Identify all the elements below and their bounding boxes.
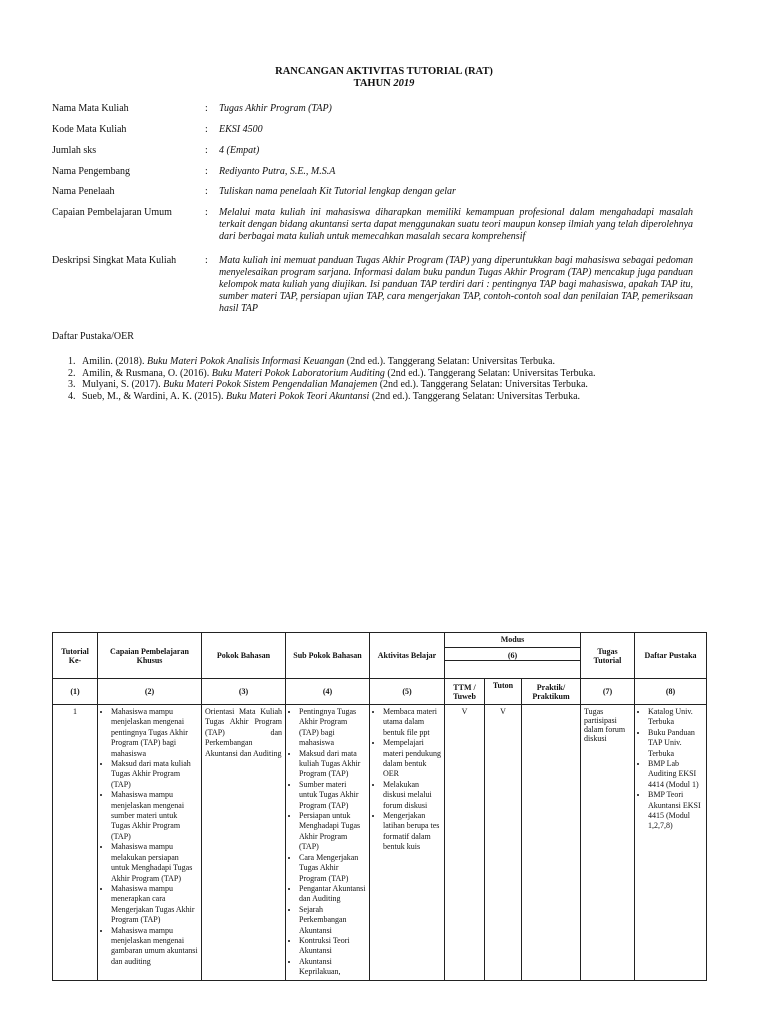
subpokok-item: • Sejarah Perkembangan Akuntansi [299,905,366,936]
aktivitas-item: • Melakukan diskusi melalui forum diskusi [383,780,441,811]
colon: : [205,103,208,114]
aktivitas-item: • Mempelajari materi pendukung dalam bentuk OER [383,738,441,780]
header-ttm-tuweb: TTM / Tuweb [445,679,485,705]
table-header-row [53,633,707,661]
subpokok-item: • Pengantar Akuntansi dan Auditing [299,884,366,905]
table-row [53,705,707,981]
cell-sub-pokok-bahasan [286,705,370,981]
header-aktivitas-belajar: Aktivitas Belajar [370,633,445,679]
document-year [0,78,768,89]
header-sub-pokok-bahasan: Sub Pokok Bahasan [286,633,370,679]
subpokok-item: • Maksud dari mata kuliah Tugas Akhir Program (TAP) [299,749,366,780]
subpokok-item: • Pentingnya Tugas Akhir Program (TAP) bagi mahasiswa [299,707,366,749]
header-capaian: Capaian Pembelajaran Khusus [98,633,202,679]
pokok-bahasan-text: Orientasi Mata Kuliah Tugas Akhir Program (TAP) dan Perkembangan Akuntansi dan Auditing [205,707,282,758]
course-name-label: Nama Mata Kuliah [52,103,129,114]
modus-label: Modus [500,635,525,644]
col-number: (4) [286,679,370,705]
cell-praktik [522,705,581,981]
subpokok-item: • Cara Mengerjakan Tugas Akhir Program (TAP) [299,853,366,884]
learning-outcome-label: Capaian Pembelajaran Umum [52,207,172,218]
course-description-value: Mata kuliah ini memuat panduan Tugas Akhir Program (TAP) yang diperuntukkan bagi mahasiswa sebagai pedoman menyelesaikan program sarjana. Informasi dalam buku pandun Tugas Akhir Program (TAP) mencakup juga panduan kelompok mata kuliah yang diujikan. Isi panduan TAP terdiri dari : pentingnya TAP bagi mahasiswa, apakah TAP itu, sumber materi TAP, persiapan ujian TAP, cara mengerjakan TAP, contoh-contoh soal dan penilaian TAP, pemeriksaan hasil TAP [219,255,693,314]
capaian-item: • Mahasiswa mampu menjelaskan mengenai sumber materi untuk Tugas Akhir Program (TAP) [111,790,198,842]
subpokok-item: • Akuntansi Keprilakuan, [299,957,366,978]
header-pokok-bahasan: Pokok Bahasan [202,633,286,679]
colon: : [205,207,208,218]
document-title: RANCANGAN AKTIVITAS TUTORIAL (RAT) [275,66,493,77]
pustaka-list [638,707,703,832]
pustaka-item: • BMP Lab Auditing EKSI 4414 (Modul 1) [648,759,703,790]
year-label: TAHUN [353,78,391,89]
cell-tuton: V [485,705,522,981]
col-number: (8) [635,679,707,705]
capaian-item: • Maksud dari mata kuliah Tugas Akhir Program (TAP) [111,759,198,790]
capaian-list [101,707,198,967]
subpokok-item: • Persiapan untuk Menghadapi Tugas Akhir Program (TAP) [299,811,366,853]
colon: : [205,166,208,177]
pustaka-item: • BMP Teori Akuntansi EKSI 4415 (Modul 1,2,7,8) [648,790,703,832]
modus-number: (6) [445,647,580,660]
course-code-value: EKSI 4500 [219,124,263,135]
reviewer-label: Nama Penelaah [52,186,115,197]
course-description-label: Deskripsi Singkat Mata Kuliah [52,255,177,266]
cell-tutorial: 1 [53,705,98,981]
learning-outcome-value: Melalui mata kuliah ini mahasiswa diharapkan memiliki kemampuan profesional dalam mengahadapi masalah terkait dengan bidang akuntansi serta dapat menggunakan suatu teori maupun konsep ilmiah yang telah diperolehnya dari berbagai mata kuliah untuk memecahkan masalah secara komprehensif [219,207,694,242]
tutorial-activity-table [52,632,707,981]
header-praktik: Praktik/ Praktikum [522,679,581,705]
subpokok-item: • Kontruksi Teori Akuntansi [299,936,366,957]
credits-value: 4 (Empat) [219,145,260,156]
course-name-value: Tugas Akhir Program (TAP) [219,103,332,114]
cell-capaian [98,705,202,981]
developer-label: Nama Pengembang [52,166,131,177]
developer-value: Rediyanto Putra, S.E., M.S.A [219,166,336,177]
capaian-item: • Mahasiswa mampu menerapkan cara Mengerjakan Tugas Akhir Program (TAP) [111,884,198,926]
references-heading: Daftar Pustaka/OER [52,331,134,342]
colon: : [205,124,208,135]
subpokok-list [289,707,366,978]
header-tuton: Tuton [485,679,522,705]
aktivitas-item: • Membaca materi utama dalam bentuk file ppt [383,707,441,738]
cell-pustaka [635,705,707,981]
reference-list [68,356,596,402]
colon: : [205,145,208,156]
reviewer-value: Tuliskan nama penelaah Kit Tutorial lengkap dengan gelar [219,186,456,197]
colon: : [205,255,208,266]
header-daftar-pustaka: Daftar Pustaka [635,633,707,679]
col-number: (3) [202,679,286,705]
cell-pokok-bahasan [202,705,286,981]
cell-ttm: V [445,705,485,981]
aktivitas-item: • Mengerjakan latihan berupa tes formatif dalam bentuk kuis [383,811,441,853]
aktivitas-list [373,707,441,853]
pustaka-item: • Buku Panduan TAP Univ. Terbuka [648,728,703,759]
capaian-item: • Mahasiswa mampu melakukan persiapan untuk Menghadapi Tugas Akhir Program (TAP) [111,842,198,884]
colon: : [205,186,208,197]
reference-item: 4. Sueb, M., & Wardini, A. K. (2015). Buku Materi Pokok Teori Akuntansi (2nd ed.). Tanggerang Selatan: Universitas Terbuka. [68,390,581,402]
col-number: (7) [581,679,635,705]
header-tutorial: Tutorial Ke- [53,633,98,679]
header-tugas-tutorial: Tugas Tutorial [581,633,635,679]
year-value: 2019 [393,78,415,89]
course-code-label: Kode Mata Kuliah [52,124,127,135]
table-number-row [53,679,707,705]
reference-item: 3. Mulyani, S. (2017). Buku Materi Pokok Sistem Pengendalian Manajemen (2nd ed.). Tanggerang Selatan: Universitas Terbuka. [68,379,588,390]
cell-tugas: Tugas partisipasi dalam forum diskusi [581,705,635,981]
reference-item: 1. Amilin. (2018). Buku Materi Pokok Analisis Informasi Keuangan (2nd ed.). Tanggerang Selatan: Universitas Terbuka. [68,356,555,367]
col-number: (1) [53,679,98,705]
col-number: (2) [98,679,202,705]
header-modus [445,633,581,661]
col-number: (5) [370,679,445,705]
capaian-item: • Mahasiswa mampu menjelaskan mengenai pentingnya Tugas Akhir Program (TAP) bagi mahasiswa [111,707,198,759]
pustaka-item: • Katalog Univ. Terbuka [648,707,703,728]
subpokok-item: • Sumber materi untuk Tugas Akhir Program (TAP) [299,780,366,811]
credits-label: Jumlah sks [52,145,97,156]
capaian-item: • Mahasiswa mampu menjelaskan mengenai gambaran umum akuntansi dan auditing [111,926,198,968]
cell-aktivitas [370,705,445,981]
reference-item: 2. Amilin, & Rusmana, O. (2016). Buku Materi Pokok Laboratorium Auditing (2nd ed.). Tanggerang Selatan: Universitas Terbuka. [68,367,596,379]
